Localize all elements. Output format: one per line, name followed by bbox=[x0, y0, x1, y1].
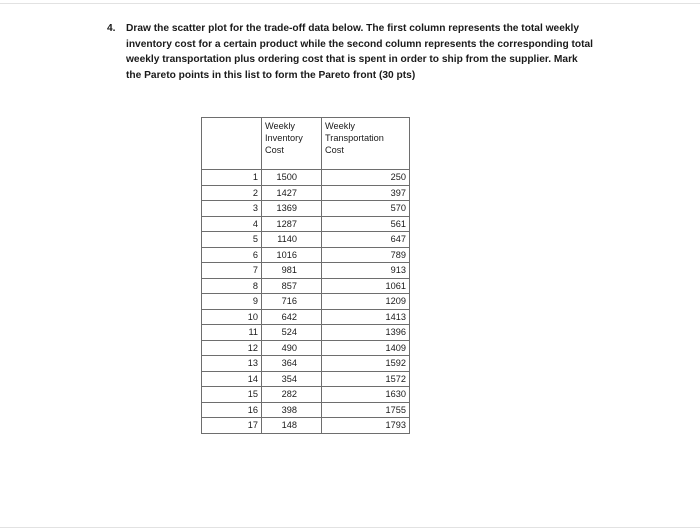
inventory-cost-cell bbox=[262, 247, 322, 263]
inventory-cost-cell bbox=[262, 170, 322, 186]
inventory-cost-value: 1427 bbox=[276, 187, 297, 198]
question-block bbox=[107, 21, 647, 83]
inventory-cost-value: 1500 bbox=[276, 172, 297, 183]
question-line: weekly transportation plus ordering cost that is spent in order to ship from the supplier. Mark bbox=[126, 54, 578, 66]
row-index-cell: 7 bbox=[202, 263, 262, 279]
table-header-row bbox=[202, 118, 410, 170]
transportation-cost-cell: 647 bbox=[322, 232, 410, 248]
row-index-cell: 15 bbox=[202, 387, 262, 403]
question-line: the Pareto points in this list to form the Pareto front (30 pts) bbox=[126, 69, 416, 81]
row-index-cell: 4 bbox=[202, 216, 262, 232]
inventory-cost-value: 364 bbox=[281, 358, 297, 369]
transportation-cost-cell: 1755 bbox=[322, 402, 410, 418]
inventory-cost-cell bbox=[262, 402, 322, 418]
inventory-cost-cell bbox=[262, 371, 322, 387]
transportation-cost-cell: 1396 bbox=[322, 325, 410, 341]
question-number: 4. bbox=[107, 23, 116, 34]
inventory-cost-value: 1369 bbox=[276, 203, 297, 214]
inventory-cost-cell bbox=[262, 325, 322, 341]
tradeoff-data-table bbox=[201, 117, 410, 434]
row-index-cell: 3 bbox=[202, 201, 262, 217]
row-index-cell: 9 bbox=[202, 294, 262, 310]
table-row bbox=[202, 418, 410, 434]
inventory-cost-value: 282 bbox=[281, 389, 297, 400]
inventory-cost-value: 857 bbox=[281, 280, 297, 291]
question-line: inventory cost for a certain product while the second column represents the corresponding total bbox=[126, 38, 594, 50]
table-row bbox=[202, 232, 410, 248]
transportation-cost-cell: 1630 bbox=[322, 387, 410, 403]
inventory-cost-value: 398 bbox=[281, 404, 297, 415]
question-line: Draw the scatter plot for the trade-off data below. The first column represents the total weekly bbox=[126, 23, 580, 34]
table-row bbox=[202, 387, 410, 403]
inventory-cost-value: 490 bbox=[281, 342, 297, 353]
inventory-cost-cell bbox=[262, 294, 322, 310]
row-index-cell: 12 bbox=[202, 340, 262, 356]
inventory-cost-cell bbox=[262, 263, 322, 279]
row-index-cell: 5 bbox=[202, 232, 262, 248]
inventory-cost-value: 148 bbox=[281, 420, 297, 431]
inventory-cost-cell bbox=[262, 185, 322, 201]
row-index-cell: 1 bbox=[202, 170, 262, 186]
page-bottom-edge bbox=[0, 527, 700, 528]
transportation-cost-cell: 561 bbox=[322, 216, 410, 232]
transportation-cost-cell: 1592 bbox=[322, 356, 410, 372]
row-index-cell: 2 bbox=[202, 185, 262, 201]
transportation-cost-cell: 1572 bbox=[322, 371, 410, 387]
transportation-cost-cell: 1209 bbox=[322, 294, 410, 310]
inventory-cost-cell bbox=[262, 309, 322, 325]
transportation-cost-cell: 1413 bbox=[322, 309, 410, 325]
header-inventory-cost bbox=[262, 118, 322, 170]
table-row bbox=[202, 247, 410, 263]
table-row bbox=[202, 294, 410, 310]
table-row bbox=[202, 340, 410, 356]
header-line: Cost bbox=[265, 145, 284, 155]
row-index-cell: 16 bbox=[202, 402, 262, 418]
inventory-cost-value: 1140 bbox=[277, 234, 297, 245]
inventory-cost-value: 354 bbox=[281, 373, 297, 384]
inventory-cost-value: 981 bbox=[281, 265, 297, 276]
header-line: Weekly bbox=[325, 121, 355, 131]
row-index-cell: 17 bbox=[202, 418, 262, 434]
inventory-cost-cell bbox=[262, 201, 322, 217]
table-row bbox=[202, 263, 410, 279]
row-index-cell: 11 bbox=[202, 325, 262, 341]
table-row bbox=[202, 185, 410, 201]
inventory-cost-value: 524 bbox=[281, 327, 297, 338]
table-row bbox=[202, 170, 410, 186]
transportation-cost-cell: 250 bbox=[322, 170, 410, 186]
header-transportation-cost bbox=[322, 118, 410, 170]
header-index bbox=[202, 118, 262, 170]
question-text bbox=[126, 21, 647, 83]
table-row bbox=[202, 216, 410, 232]
transportation-cost-cell: 1793 bbox=[322, 418, 410, 434]
inventory-cost-cell bbox=[262, 356, 322, 372]
header-line: Inventory bbox=[265, 133, 303, 143]
header-line: Weekly bbox=[265, 121, 295, 131]
table-body bbox=[202, 170, 410, 434]
header-line: Cost bbox=[325, 145, 344, 155]
table-row bbox=[202, 278, 410, 294]
inventory-cost-value: 716 bbox=[281, 296, 297, 307]
inventory-cost-value: 1287 bbox=[276, 218, 297, 229]
inventory-cost-value: 1016 bbox=[276, 249, 297, 260]
table-row bbox=[202, 201, 410, 217]
table-row bbox=[202, 402, 410, 418]
header-line: Transportation bbox=[325, 133, 384, 143]
inventory-cost-cell bbox=[262, 418, 322, 434]
inventory-cost-cell bbox=[262, 387, 322, 403]
table-row bbox=[202, 325, 410, 341]
table-row bbox=[202, 356, 410, 372]
table-row bbox=[202, 309, 410, 325]
transportation-cost-cell: 913 bbox=[322, 263, 410, 279]
inventory-cost-cell bbox=[262, 340, 322, 356]
row-index-cell: 13 bbox=[202, 356, 262, 372]
transportation-cost-cell: 789 bbox=[322, 247, 410, 263]
transportation-cost-cell: 1409 bbox=[322, 340, 410, 356]
inventory-cost-value: 642 bbox=[281, 311, 297, 322]
page-top-edge bbox=[0, 3, 700, 4]
inventory-cost-cell bbox=[262, 216, 322, 232]
row-index-cell: 10 bbox=[202, 309, 262, 325]
transportation-cost-cell: 570 bbox=[322, 201, 410, 217]
row-index-cell: 8 bbox=[202, 278, 262, 294]
row-index-cell: 6 bbox=[202, 247, 262, 263]
inventory-cost-cell bbox=[262, 232, 322, 248]
transportation-cost-cell: 397 bbox=[322, 185, 410, 201]
table-row bbox=[202, 371, 410, 387]
row-index-cell: 14 bbox=[202, 371, 262, 387]
transportation-cost-cell: 1061 bbox=[322, 278, 410, 294]
inventory-cost-cell bbox=[262, 278, 322, 294]
